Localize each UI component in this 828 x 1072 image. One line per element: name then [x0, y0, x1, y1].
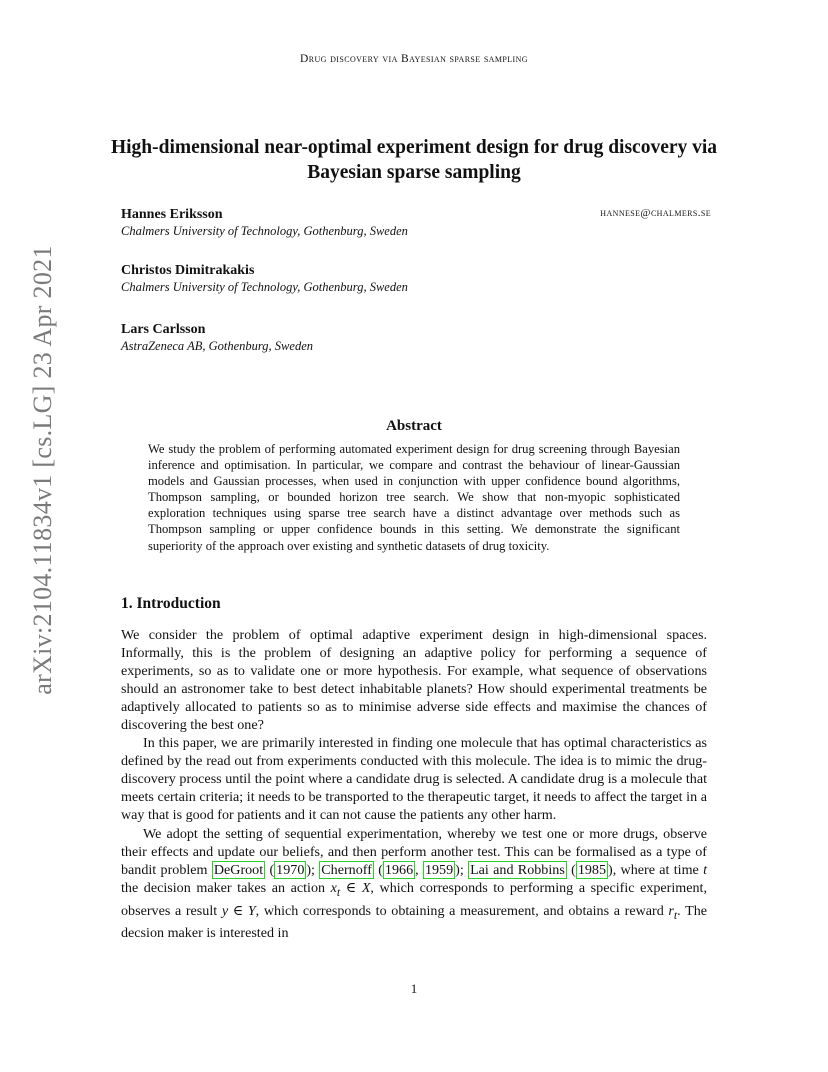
section-heading: 1. Introduction [121, 595, 221, 612]
math-variable: t [703, 861, 708, 878]
citation-link-lai-robbins[interactable]: Lai and Robbins [470, 861, 565, 878]
author-block-2 [121, 262, 711, 295]
citation-year-link[interactable]: 1966 [384, 861, 414, 878]
page-number: 1 [410, 981, 418, 996]
abstract-text: We study the problem of performing automated experiment design for drug screening through Bayesian inference and optimisation. In particular, we compare and contrast the behaviour of linear-Gaussian models and Gaussian processes, when used in conjunction with upper confidence bound algorithms, Thompson sampling, or bounded horizon tree search. We show that non-myopic sophisticated exploration techniques using sparse tree search have a distinct advantage over methods such as Thompson sampling or upper confidence bounds in this setting. We demonstrate the significant superiority of the approach over existing and synthetic datasets of drug toxicity. [148, 442, 680, 553]
citation-year-link[interactable]: 1959 [424, 861, 454, 878]
section-body [121, 626, 707, 942]
math-variable: Y [247, 902, 256, 919]
citation-separator: ); [455, 861, 469, 878]
math-variable: X [361, 879, 371, 896]
paragraph-3-text: ), where at time [608, 861, 704, 878]
paragraph-1: We consider the problem of optimal adaptive experiment design in high-dimensional spaces. Informally, this is the problem of designing an adaptive policy for performing a sequence of experiments, so as to validate one or more hypothesis. For example, what sequence of observations should an astronomer take to best detect inhabitable planets? How should experimental treatments be adaptively allocated to patients so as to minimise adverse side effects and maximise the chances of discovering the best one? [121, 627, 707, 734]
paragraph-3-text: , which corresponds to performing a specific experiment, observes a result [121, 879, 707, 919]
paragraph-3-text: , which corresponds to obtaining a measurement, and obtains a reward [255, 902, 669, 919]
author-affiliation: Chalmers University of Technology, Gothenburg, Sweden [121, 224, 408, 238]
author-name: Christos Dimitrakakis [121, 263, 255, 278]
paper-title: High-dimensional near-optimal experiment design for drug discovery via Bayesian sparse sampling [110, 137, 718, 183]
citation-year-link[interactable]: 1970 [276, 861, 305, 878]
citation-year-link[interactable]: 1985 [577, 861, 607, 878]
author-name: Lars Carlsson [121, 322, 206, 337]
author-block-1 [121, 206, 711, 239]
author-affiliation: AstraZeneca AB, Gothenburg, Sweden [121, 339, 313, 353]
citation-separator: ); [306, 861, 320, 878]
abstract-heading: Abstract [386, 418, 442, 434]
paragraph-2: In this paper, we are primarily interested in finding one molecule that has optimal characteristics as defined by the read out from experiments conducted with this molecule. The idea is to mimic the drug-discovery process until the point where a candidate drug is selected. A candidate drug is a molecule that meets certain criteria; it needs to be transported to the therapeutic target, it needs to affect the target in a way that is good for patients and it can not cause the patients any other harm. [121, 735, 707, 824]
author-name: Hannes Eriksson [121, 207, 223, 222]
math-variable: y [221, 902, 229, 919]
citation-link-degroot[interactable]: DeGroot [213, 861, 264, 878]
author-email[interactable]: hannese@chalmers.se [600, 207, 711, 219]
math-subscript: t [336, 885, 341, 899]
math-subscript: t [673, 908, 678, 922]
author-block-3 [121, 321, 711, 354]
running-head: Drug discovery via Bayesian sparse sampling [300, 53, 528, 65]
paragraph-3-text: We adopt the setting of sequential experimentation, whereby we test one or more drugs, observe their effects and update our beliefs, and then perform another test. This can be formalised as a type of bandit problem [121, 825, 707, 878]
paragraph-3: We adopt the setting of sequential experimentation, whereby we test one or more drugs, observe their effects and update our beliefs, and then perform another test. This can be formalised as a type of bandit problem DeGroot ( 1970 ); Chernoff ( 1966 , 1959 ); Lai and Robbins ( 1985 ), where at time t the decision maker takes an action $x_t$ ∈ X, which corresponds to performing a specific experiment, observes a result y ∈ Y, which corresponds to obtaining a measurement, and obtains a reward $r_t$. The decsion maker is interested in [121, 825, 708, 942]
math-variable: x [330, 879, 337, 896]
author-affiliation: Chalmers University of Technology, Gothenburg, Sweden [121, 280, 408, 294]
math-operator: ∈ [228, 902, 248, 919]
citation-link-chernoff[interactable]: Chernoff [321, 861, 372, 878]
math-variable: r [668, 902, 674, 919]
arxiv-sidebar [25, 245, 60, 695]
math-operator: ∈ [340, 879, 362, 896]
paragraph-3-text: . The decsion maker is interested in [121, 902, 707, 942]
paragraph-3-text: the decision maker takes an action [121, 879, 331, 896]
arxiv-stamp: arXiv:2104.11834v1 [cs.LG] 23 Apr 2021 [27, 245, 57, 695]
